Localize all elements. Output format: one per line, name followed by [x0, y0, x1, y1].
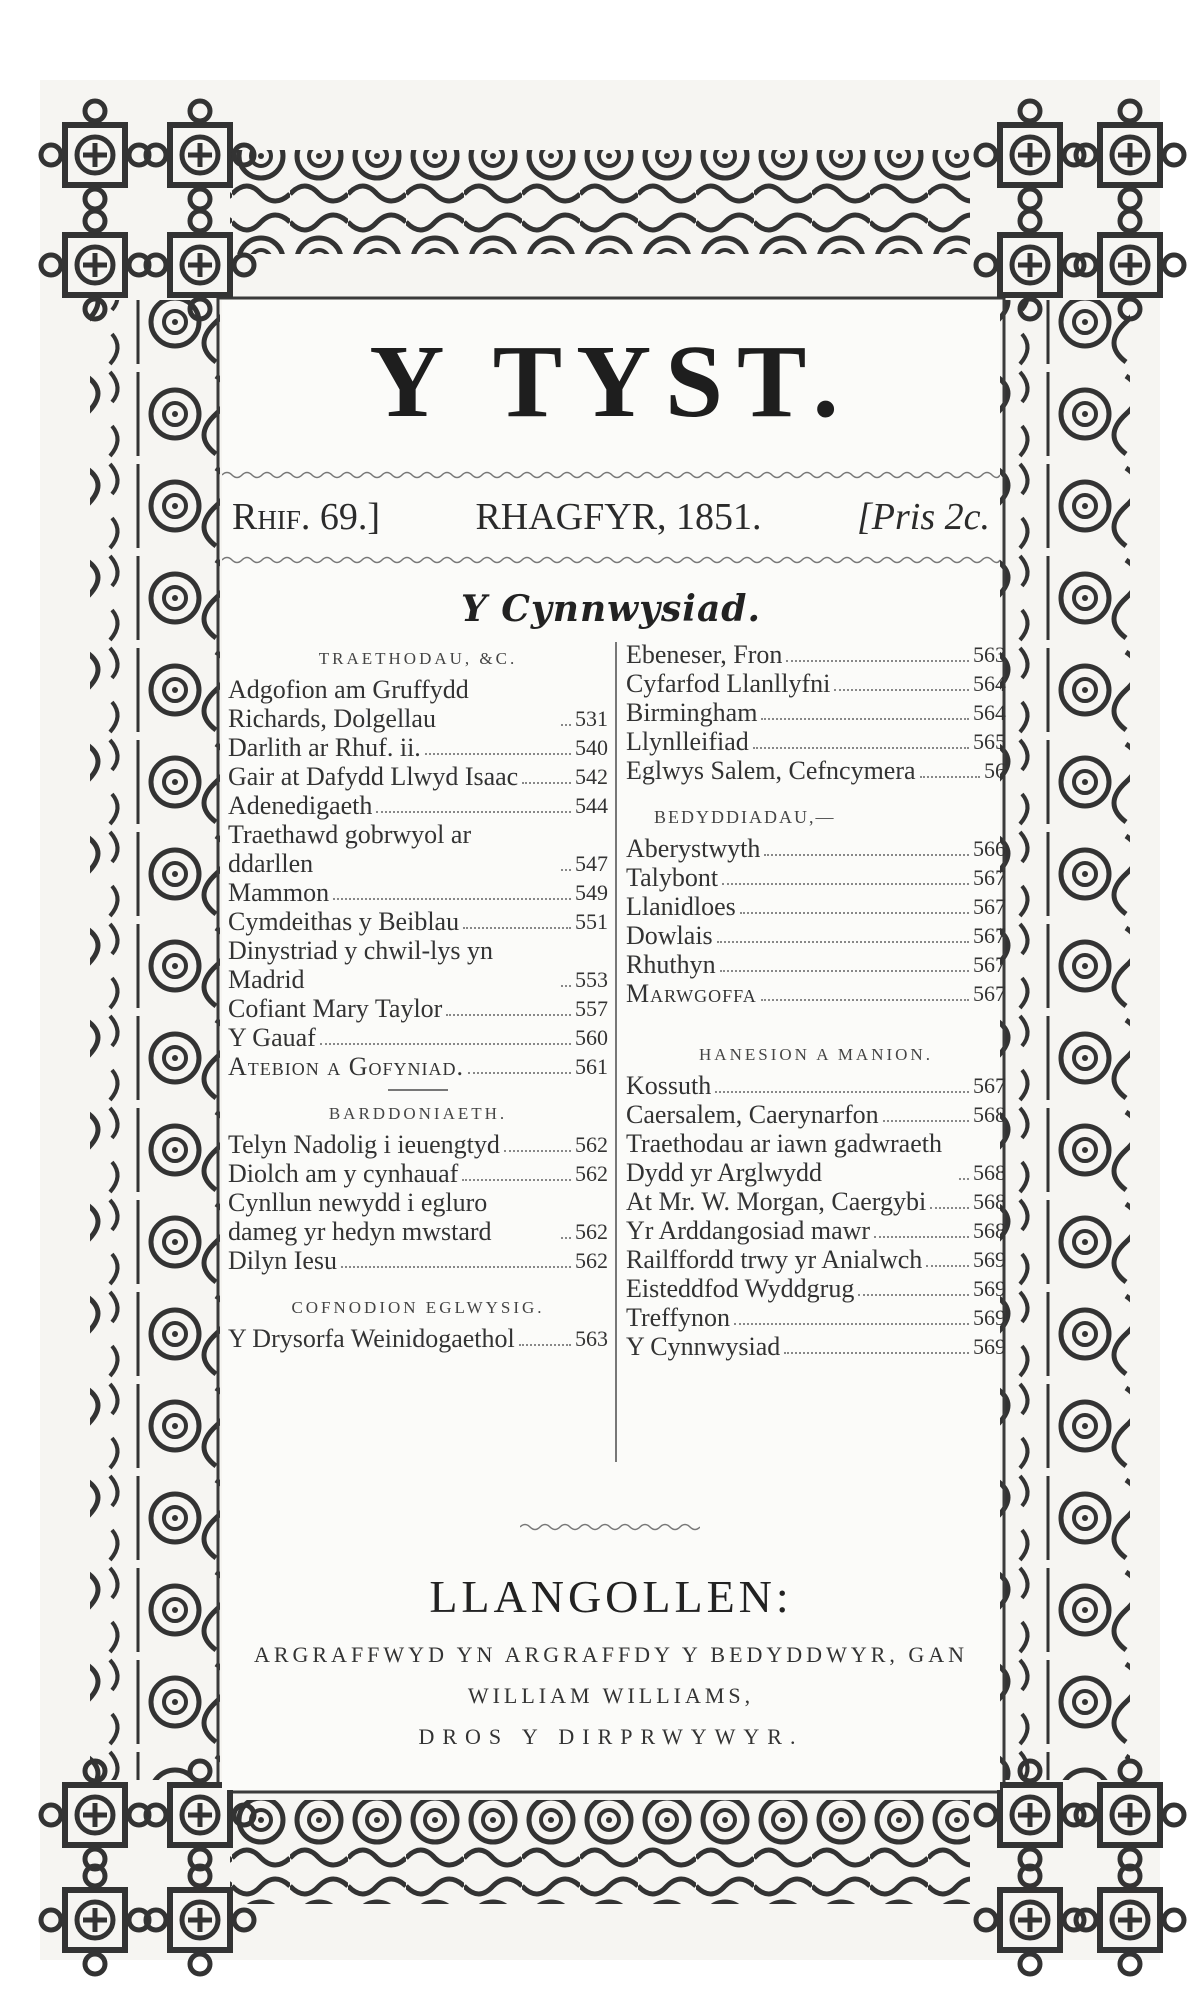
- toc-entry-title: Y Gauaf: [228, 1023, 316, 1052]
- toc-entry: [228, 1188, 608, 1246]
- spacer: [626, 1008, 1006, 1022]
- wavy-rule-bottom: [222, 555, 1000, 565]
- toc-entry-page: 562: [575, 1132, 608, 1157]
- toc-entry-page: 568: [973, 1218, 1006, 1243]
- section-heading: TRAETHODAU, &C.: [318, 649, 518, 668]
- toc-entry-page: 566: [973, 836, 1006, 861]
- toc-entry: [228, 820, 608, 878]
- toc-entry-page: 569: [973, 1247, 1006, 1272]
- leader-dots: [462, 1179, 571, 1181]
- toc-entry-title: Darlith ar Rhuf. ii.: [228, 733, 421, 762]
- leader-dots: [786, 660, 969, 662]
- toc-entry-title: Marwgoffa: [626, 979, 757, 1008]
- toc-entry: [626, 1100, 1006, 1129]
- leader-dots: [463, 927, 571, 929]
- toc-entry-title: Cymdeithas y Beiblau: [228, 907, 460, 936]
- leader-dots: [764, 854, 969, 856]
- toc-entry: [228, 907, 608, 936]
- toc-entry-page: 569: [973, 1334, 1006, 1359]
- leader-dots: [920, 776, 980, 778]
- toc-entry: [626, 1216, 1006, 1245]
- toc-entry-page: 568: [973, 1189, 1006, 1214]
- spacer: [626, 1022, 1006, 1036]
- toc-entry-title: Traethodau ar iawn gadwraeth Dydd yr Arglwydd: [626, 1129, 942, 1187]
- issue-date: RHAGFYR, 1851.: [475, 496, 762, 538]
- toc-entry-page: 564: [973, 671, 1006, 696]
- toc-entry-title: Eglwys Salem, Cefncymera: [626, 756, 916, 785]
- section-heading: BEDYDDIADAU,—: [654, 807, 836, 827]
- toc-entry-page: 567: [973, 894, 1006, 919]
- toc-entry-title: Kossuth: [626, 1071, 712, 1100]
- leader-dots: [425, 753, 571, 755]
- toc-entry-page: 568: [973, 1160, 1006, 1185]
- toc-entry: [228, 936, 608, 994]
- leader-dots: [930, 1207, 969, 1209]
- leader-dots: [376, 811, 571, 813]
- contents-left-column: [228, 640, 608, 1353]
- leader-dots: [561, 869, 571, 871]
- leader-dots: [561, 1237, 571, 1239]
- toc-entry-title: Treffynon: [626, 1303, 731, 1332]
- toc-entry-page: 540: [575, 735, 608, 760]
- toc-entry: [626, 640, 1006, 669]
- ornament-rule: [520, 1522, 700, 1532]
- wavy-rule-top: [222, 470, 1000, 480]
- toc-entry: [626, 1129, 1006, 1187]
- spacer: [228, 1275, 608, 1289]
- toc-entry: [626, 950, 1006, 979]
- leader-dots: [519, 1344, 571, 1346]
- toc-entry: [228, 1246, 608, 1275]
- leader-dots: [834, 689, 969, 691]
- issue-price: [Pris 2c.: [857, 496, 990, 538]
- column-divider: [615, 642, 617, 1462]
- toc-entry-title: Rhuthyn: [626, 950, 716, 979]
- toc-entry: [228, 1052, 608, 1081]
- toc-entry-page: 531: [575, 706, 608, 731]
- toc-entry-title: Gair at Dafydd Llwyd Isaac: [228, 762, 519, 791]
- toc-entry-page: 542: [575, 764, 608, 789]
- toc-entry: [626, 756, 1006, 785]
- section-heading: BARDDONIAETH.: [328, 1104, 508, 1123]
- toc-entry-page: 549: [575, 880, 608, 905]
- leader-dots: [926, 1265, 969, 1267]
- toc-entry-title: Cofiant Mary Taylor: [228, 994, 443, 1023]
- toc-entry-title: Telyn Nadolig i ieuengtyd: [228, 1130, 500, 1159]
- toc-entry-page: 569: [973, 1276, 1006, 1301]
- toc-entry: [626, 669, 1006, 698]
- toc-entry-page: 544: [575, 793, 608, 818]
- toc-entry: [228, 675, 608, 733]
- leader-dots: [753, 747, 969, 749]
- toc-entry-title: Atebion a Gofyniad.: [228, 1052, 465, 1081]
- toc-entry-title: Talybont: [626, 863, 719, 892]
- toc-entry-page: 562: [575, 1161, 608, 1186]
- toc-entry: [626, 892, 1006, 921]
- issue-line: [232, 495, 990, 545]
- toc-entry: [228, 1159, 608, 1188]
- toc-entry-page: 564: [973, 700, 1006, 725]
- section-heading: HANESION A MANION.: [699, 1045, 933, 1064]
- toc-entry-page: 553: [575, 967, 608, 992]
- leader-dots: [883, 1120, 969, 1122]
- leader-dots: [874, 1236, 969, 1238]
- toc-entry-title: Ebeneser, Fron: [626, 640, 783, 669]
- toc-entry-page: 569: [973, 1305, 1006, 1330]
- toc-entry-title: Mammon: [228, 878, 330, 907]
- imprint-publisher-line: DROS Y DIRPRWYWYR.: [418, 1724, 804, 1749]
- toc-entry-page: 567: [973, 1073, 1006, 1098]
- toc-entry: [626, 698, 1006, 727]
- toc-entry-title: Eisteddfod Wyddgrug: [626, 1274, 855, 1303]
- toc-entry: [228, 1130, 608, 1159]
- toc-entry-title: Y Drysorfa Weinidogaethol: [228, 1324, 515, 1353]
- leader-dots: [720, 970, 969, 972]
- toc-entry-title: Birmingham: [626, 698, 758, 727]
- toc-entry: [228, 878, 608, 907]
- toc-entry-page: 56: [984, 758, 1006, 783]
- section-heading: COFNODION EGLWYSIG.: [291, 1298, 545, 1317]
- leader-dots: [784, 1352, 969, 1354]
- toc-entry-page: 565: [973, 729, 1006, 754]
- leader-dots: [561, 724, 571, 726]
- contents-right-column: [626, 640, 1006, 1361]
- toc-entry-title: Traethawd gobrwyol ar ddarllen: [228, 820, 472, 878]
- toc-entry: [228, 1023, 608, 1052]
- toc-entry-title: Dinystriad y chwil-lys yn Madrid: [228, 936, 494, 994]
- toc-entry-page: 563: [973, 642, 1006, 667]
- spacer: [626, 785, 1006, 799]
- toc-entry: [626, 727, 1006, 756]
- leader-dots: [717, 941, 969, 943]
- periodical-title: Y TYST.: [369, 324, 853, 439]
- leader-dots: [734, 1323, 969, 1325]
- toc-entry-title: Cyfarfod Llanllyfni: [626, 669, 831, 698]
- toc-entry-page: 551: [575, 909, 608, 934]
- imprint-place: LLANGOLLEN:: [429, 1571, 793, 1622]
- toc-entry-title: Adgofion am Gruffydd Richards, Dolgellau: [228, 675, 469, 733]
- toc-entry-title: Llynlleifiad: [626, 727, 749, 756]
- leader-dots: [504, 1150, 571, 1152]
- imprint-printer-name: WILLIAM WILLIAMS,: [467, 1683, 755, 1708]
- toc-entry: [626, 1274, 1006, 1303]
- leader-dots: [761, 718, 969, 720]
- contents-heading: Y Cynnwysiad.: [460, 588, 762, 630]
- toc-entry-title: Dowlais: [626, 921, 713, 950]
- leader-dots: [959, 1178, 969, 1180]
- toc-entry-page: 562: [575, 1219, 608, 1244]
- toc-entry-page: 567: [973, 981, 1006, 1006]
- toc-entry-title: Aberystwyth: [626, 834, 761, 863]
- section-rule: [388, 1089, 448, 1091]
- toc-entry: [626, 979, 1006, 1008]
- toc-entry-page: 567: [973, 952, 1006, 977]
- toc-entry-page: 567: [973, 865, 1006, 890]
- toc-entry-title: Dilyn Iesu: [228, 1246, 338, 1275]
- toc-entry: [626, 1245, 1006, 1274]
- toc-entry-title: Y Cynnwysiad: [626, 1332, 781, 1361]
- toc-entry-page: 561: [575, 1054, 608, 1079]
- leader-dots: [722, 883, 969, 885]
- leader-dots: [715, 1091, 969, 1093]
- toc-entry: [626, 921, 1006, 950]
- toc-entry: [228, 733, 608, 762]
- toc-entry: [626, 1071, 1006, 1100]
- leader-dots: [740, 912, 969, 914]
- issue-number: Rhif. 69.]: [232, 496, 381, 538]
- toc-entry-page: 562: [575, 1248, 608, 1273]
- toc-entry: [228, 1324, 608, 1353]
- toc-entry-title: Cynllun newydd i egluro dameg yr hedyn mwstard: [228, 1188, 492, 1246]
- leader-dots: [761, 999, 969, 1001]
- toc-entry-page: 567: [973, 923, 1006, 948]
- toc-entry-title: Caersalem, Caerynarfon: [626, 1100, 879, 1129]
- toc-entry-title: Llanidloes: [626, 892, 736, 921]
- toc-entry-page: 547: [575, 851, 608, 876]
- imprint-printer-line: ARGRAFFWYD YN ARGRAFFDY Y BEDYDDWYR, GAN: [253, 1642, 969, 1667]
- toc-entry: [626, 1332, 1006, 1361]
- leader-dots: [858, 1294, 969, 1296]
- leader-dots: [561, 985, 571, 987]
- toc-entry: [626, 834, 1006, 863]
- toc-entry: [626, 1303, 1006, 1332]
- toc-entry-page: 563: [575, 1326, 608, 1351]
- leader-dots: [341, 1266, 571, 1268]
- toc-entry-page: 557: [575, 996, 608, 1021]
- toc-entry-page: 560: [575, 1025, 608, 1050]
- toc-entry: [228, 994, 608, 1023]
- toc-entry-title: Adenedigaeth: [228, 791, 373, 820]
- toc-entry: [626, 863, 1006, 892]
- leader-dots: [446, 1014, 571, 1016]
- toc-entry-title: Diolch am y cynhauaf: [228, 1159, 459, 1188]
- leader-dots: [333, 898, 571, 900]
- toc-entry-title: Yr Arddangosiad mawr: [626, 1216, 871, 1245]
- leader-dots: [522, 782, 571, 784]
- toc-entry: [228, 791, 608, 820]
- toc-entry: [228, 762, 608, 791]
- toc-entry: [626, 1187, 1006, 1216]
- leader-dots: [320, 1043, 571, 1045]
- leader-dots: [468, 1072, 571, 1074]
- toc-entry-page: 568: [973, 1102, 1006, 1127]
- toc-entry-title: At Mr. W. Morgan, Caergybi: [626, 1187, 927, 1216]
- toc-entry-title: Railffordd trwy yr Anialwch: [626, 1245, 923, 1274]
